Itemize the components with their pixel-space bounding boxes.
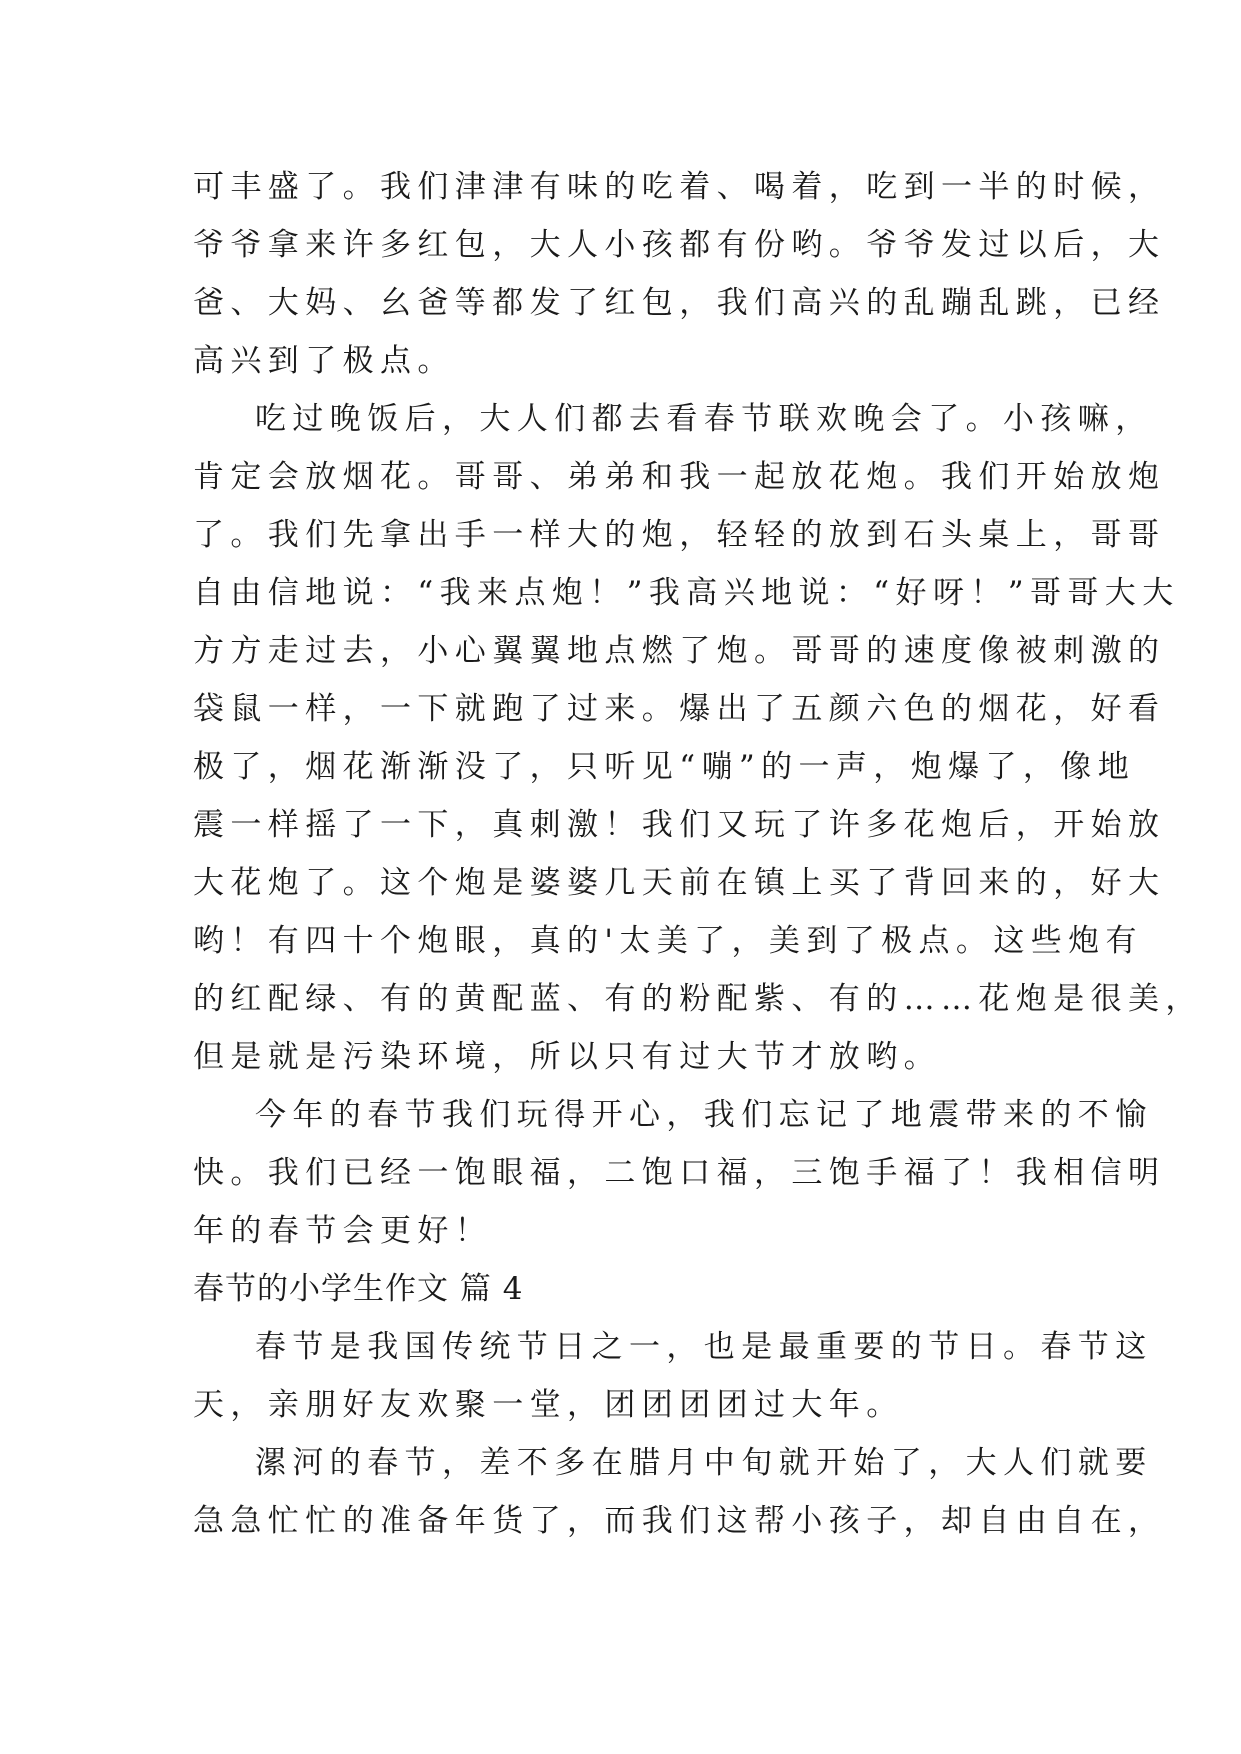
text-line: 肯定会放烟花。哥哥、弟弟和我一起放花炮。我们开始放炮 [193, 459, 1166, 495]
text-line: 了。我们先拿出手一样大的炮，轻轻的放到石头桌上，哥哥 [193, 517, 1166, 553]
article-body [193, 158, 1203, 1550]
text-line: 自由信地说：“我来点炮！”我高兴地说：“好呀！”哥哥大大 [193, 575, 1180, 611]
text-line: 哟！有四十个炮眼，真的'太美了，美到了极点。这些炮有 [193, 923, 1143, 959]
paragraph-first-line: 今年的春节我们玩得开心，我们忘记了地震带来的不愉 [255, 1097, 1153, 1133]
text-line: 可丰盛了。我们津津有味的吃着、喝着，吃到一半的时候， [193, 169, 1166, 205]
text-line: 但是就是污染环境，所以只有过大节才放哟。 [193, 1039, 941, 1075]
text-line: 爸、大妈、幺爸等都发了红包，我们高兴的乱蹦乱跳，已经 [193, 285, 1166, 321]
text-line: 极了，烟花渐渐没了，只听见“嘣”的一声，炮爆了，像地 [193, 749, 1136, 785]
text-line: 急急忙忙的准备年货了，而我们这帮小孩子，却自由自在， [193, 1503, 1166, 1539]
text-line: 天，亲朋好友欢聚一堂，团团团团过大年。 [193, 1387, 904, 1423]
text-line: 高兴到了极点。 [193, 343, 455, 379]
paragraph-first-line: 吃过晚饭后，大人们都去看春节联欢晚会了。小孩嘛， [255, 401, 1153, 437]
paragraph-first-line: 春节是我国传统节日之一，也是最重要的节日。春节这 [255, 1329, 1153, 1365]
text-line: 爷爷拿来许多红包，大人小孩都有份哟。爷爷发过以后，大 [193, 227, 1166, 263]
section-heading: 春节的小学生作文 篇 4 [193, 1271, 524, 1307]
text-line: 的红配绿、有的黄配蓝、有的粉配紫、有的……花炮是很美， [193, 981, 1203, 1017]
paragraph-first-line: 漯河的春节，差不多在腊月中旬就开始了，大人们就要 [255, 1445, 1153, 1481]
text-line: 快。我们已经一饱眼福，二饱口福，三饱手福了！我相信明 [193, 1155, 1166, 1191]
text-line: 方方走过去，小心翼翼地点燃了炮。哥哥的速度像被刺激的 [193, 633, 1166, 669]
text-line: 震一样摇了一下，真刺激！我们又玩了许多花炮后，开始放 [193, 807, 1166, 843]
text-line: 大花炮了。这个炮是婆婆几天前在镇上买了背回来的，好大 [193, 865, 1166, 901]
text-line: 年的春节会更好！ [193, 1213, 493, 1249]
text-line: 袋鼠一样，一下就跑了过来。爆出了五颜六色的烟花，好看 [193, 691, 1166, 727]
